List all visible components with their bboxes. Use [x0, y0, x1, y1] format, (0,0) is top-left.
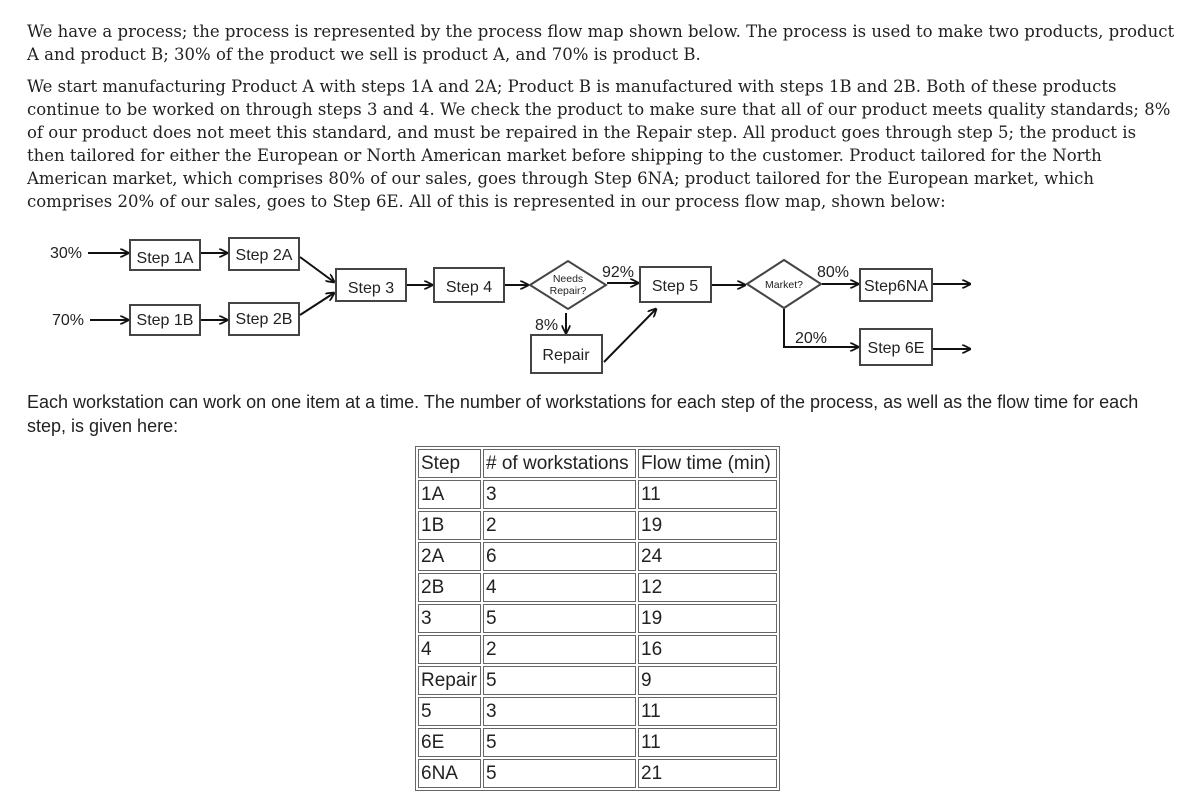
cell-workstations: 4	[483, 573, 636, 602]
cell-workstations: 2	[483, 511, 636, 540]
table-row	[418, 542, 777, 571]
step6e-label: Step 6E	[867, 340, 925, 357]
header-step: Step	[418, 449, 481, 478]
cell-step: 4	[418, 635, 481, 664]
cell-step: 2A	[418, 542, 481, 571]
workstation-table	[415, 446, 780, 791]
arrow-repair-5	[604, 309, 656, 362]
step3-label: Step 3	[347, 280, 395, 297]
cell-workstations: 5	[483, 666, 636, 695]
cell-workstations: 5	[483, 604, 636, 633]
header-workstations: # of workstations	[483, 449, 636, 478]
cell-step: 2B	[418, 573, 481, 602]
pct-repair: 8%	[535, 317, 559, 334]
pct-product-b: 70%	[52, 312, 85, 329]
needs-repair-label-1: Needs	[552, 273, 584, 285]
table-row	[418, 573, 777, 602]
table-row	[418, 480, 777, 509]
cell-step: 1A	[418, 480, 481, 509]
pct-no-repair: 92%	[602, 264, 635, 281]
cell-step: 1B	[418, 511, 481, 540]
cell-flow-time: 24	[638, 542, 777, 571]
table-row	[418, 666, 777, 695]
cell-step: 3	[418, 604, 481, 633]
cell-workstations: 6	[483, 542, 636, 571]
arrow-2b-3	[300, 293, 334, 315]
cell-workstations: 5	[483, 759, 636, 788]
needs-repair-label-2: Repair?	[549, 285, 587, 297]
table-row	[418, 604, 777, 633]
table-row	[418, 511, 777, 540]
pct-europe: 20%	[795, 330, 828, 347]
cell-workstations: 2	[483, 635, 636, 664]
cell-workstations: 3	[483, 697, 636, 726]
table-header-row	[418, 449, 777, 478]
cell-flow-time: 12	[638, 573, 777, 602]
table-row	[418, 635, 777, 664]
table-row	[418, 697, 777, 726]
cell-step: Repair	[418, 666, 481, 695]
cell-workstations: 5	[483, 728, 636, 757]
step4-label: Step 4	[445, 279, 493, 296]
table-row	[418, 759, 777, 788]
cell-flow-time: 9	[638, 666, 777, 695]
cell-workstations: 3	[483, 480, 636, 509]
step1a-label: Step 1A	[136, 250, 194, 267]
cell-flow-time: 21	[638, 759, 777, 788]
cell-flow-time: 11	[638, 697, 777, 726]
step2a-label: Step 2A	[235, 247, 293, 264]
cell-flow-time: 19	[638, 511, 777, 540]
step2b-label: Step 2B	[235, 311, 293, 328]
workstation-paragraph: Each workstation can work on one item at a time. The number of workstations for each step of the process, as well as the flow time for each step, is given here:	[27, 392, 1139, 436]
pct-product-a: 30%	[50, 245, 83, 262]
table-row	[418, 728, 777, 757]
cell-step: 6E	[418, 728, 481, 757]
step1b-label: Step 1B	[136, 312, 194, 329]
cell-step: 6NA	[418, 759, 481, 788]
cell-flow-time: 11	[638, 480, 777, 509]
market-label: Market?	[765, 279, 803, 291]
cell-flow-time: 11	[638, 728, 777, 757]
step5-label: Step 5	[651, 278, 699, 295]
cell-flow-time: 16	[638, 635, 777, 664]
process-flow-map	[0, 225, 1202, 385]
intro-paragraph-1: We have a process; the process is represented by the process flow map shown below. The process is used to make two products, product A and product B; 30% of the product we sell is product A, and 70% is product B.	[27, 22, 1175, 64]
pct-north-america: 80%	[817, 264, 850, 281]
arrow-2a-3	[300, 257, 334, 282]
step6na-label: Step6NA	[863, 278, 929, 295]
cell-step: 5	[418, 697, 481, 726]
repair-label: Repair	[542, 347, 590, 364]
cell-flow-time: 19	[638, 604, 777, 633]
intro-paragraph-2: We start manufacturing Product A with steps 1A and 2A; Product B is manufactured with steps 1B and 2B. Both of these products continue to be worked on through steps 3 and 4. We check the product to make sure that all of our product meets quality standards; 8% of our product does not meet this standard, and must be repaired in the Repair step. All product goes through step 5; the product is then tailored for either the European or North American market before shipping to the customer. Product tailored for the North American market, which comprises 80% of our sales, goes through Step 6NA; product tailored for the European market, which comprises 20% of our sales, goes to Step 6E. All of this is represented in our process flow map, shown below:	[27, 77, 1171, 211]
header-flow-time: Flow time (min)	[638, 449, 777, 478]
